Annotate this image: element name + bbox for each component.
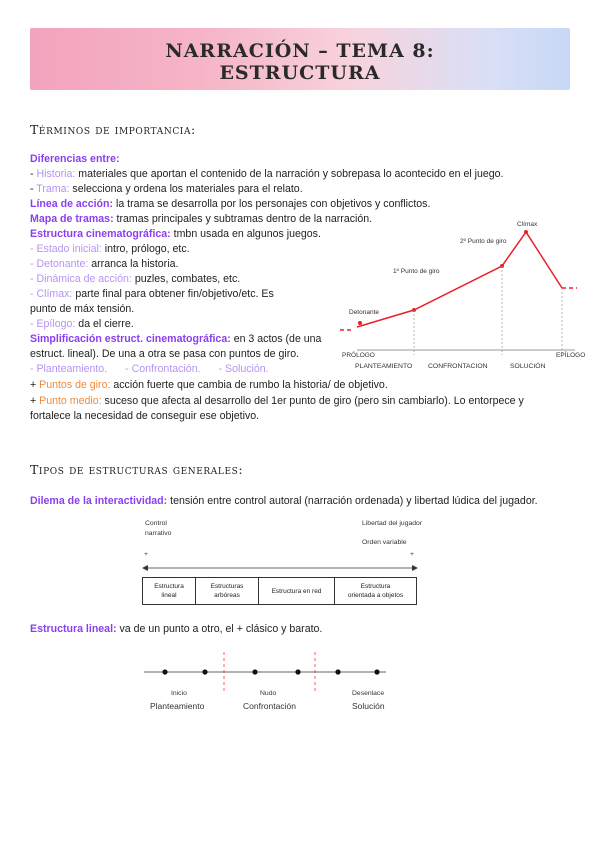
- dot: [252, 669, 257, 674]
- box-text: arbóreas: [214, 592, 240, 599]
- label-nudo: Nudo: [260, 690, 277, 697]
- line-diferencias: [30, 152, 120, 167]
- sub-label: - Estado inicial:: [30, 243, 102, 255]
- dash: -: [30, 183, 37, 195]
- label-confrontacion: Confrontación: [243, 701, 296, 711]
- text: arranca la historia.: [88, 258, 179, 270]
- sub-label: - Dinámica de acción:: [30, 273, 132, 285]
- label-libertad: Libertad del jugador: [362, 520, 423, 527]
- plot-line: [357, 232, 562, 327]
- text: va de un punto a otro, el + clásico y barato.: [116, 623, 323, 635]
- text: tramas principales y subtramas dentro de la narración.: [113, 213, 373, 225]
- orange-label: Puntos de giro:: [39, 379, 111, 391]
- box-text: Estructura: [360, 583, 391, 590]
- sub-label: - Detonante:: [30, 258, 89, 270]
- line-puntos-giro: [30, 378, 388, 393]
- act-solucion: - Solución.: [218, 363, 269, 375]
- structure-graph: [335, 215, 580, 375]
- dot: [295, 669, 300, 674]
- point-climax: [524, 230, 528, 234]
- text: acción fuerte que cambia de rumbo la historia/ de objetivo.: [110, 379, 388, 391]
- label-solucion: Solución: [352, 701, 385, 711]
- term-label: Simplificación estruct. cinematográfica:: [30, 333, 231, 345]
- line-climax-2: punto de máx tensión.: [30, 303, 135, 315]
- label-epilogo: EPÍLOGO: [556, 352, 586, 359]
- plus: +: [30, 379, 40, 391]
- box-text: orientada a objetos: [347, 592, 404, 599]
- line-simplificacion-2: estruct. lineal). De una a otra se pasa con puntos de giro.: [30, 348, 300, 360]
- dot: [335, 669, 340, 674]
- text: selecciona y ordena los materiales para el relato.: [69, 183, 303, 195]
- dot: [202, 669, 207, 674]
- label-climax: Clímax: [517, 221, 538, 228]
- line-punto-medio: [30, 394, 524, 409]
- section-heading-types: Tipos de estructuras generales:: [30, 462, 244, 477]
- page-title: NARRACIÓN – TEMA 8:: [165, 40, 435, 62]
- label-pg2: 2º Punto de giro: [460, 238, 507, 245]
- line-climax: [30, 287, 274, 302]
- label-planteamiento: Planteamiento: [150, 701, 205, 711]
- box-text: Estructura: [154, 583, 184, 590]
- box-text: Estructura en red: [271, 587, 322, 595]
- dot: [374, 669, 379, 674]
- label-control: Control: [145, 520, 167, 527]
- label-inicio: Inicio: [171, 690, 187, 697]
- line-historia: [30, 167, 504, 182]
- label-narrativo: narrativo: [145, 530, 172, 537]
- line-estado: [30, 242, 190, 257]
- label-planteamiento: PLANTEAMIENTO: [355, 363, 413, 370]
- term-label: Mapa de tramas:: [30, 213, 114, 225]
- term-label: Dilema de la interactividad:: [30, 495, 168, 507]
- box-arboreas: [195, 577, 259, 605]
- orange-label: Punto medio:: [39, 395, 102, 407]
- label-prologo: PRÓLOGO: [342, 352, 375, 359]
- dash: -: [30, 168, 37, 180]
- box-objetos: [334, 577, 417, 605]
- line-punto-medio-2: fortalece la necesidad de conseguir ese objetivo.: [30, 410, 260, 422]
- label-orden: Orden variable: [362, 539, 407, 546]
- sub-label: - Epílogo:: [30, 318, 76, 330]
- text: la trama se desarrolla por los personajes con objetivos y conflictos.: [113, 198, 431, 210]
- plus-left: +: [144, 551, 148, 558]
- text: parte final para obtener fin/objetivo/etc. Es: [72, 288, 274, 300]
- page-subtitle: ESTRUCTURA: [219, 62, 381, 84]
- line-trama: [30, 182, 303, 197]
- text: suceso que afecta al desarrollo del 1er punto de giro (pero sin cambiarlo). Lo entorpece y: [101, 395, 524, 407]
- lineal-diagram: [140, 650, 390, 692]
- section-heading-terms: Términos de importancia:: [30, 122, 196, 137]
- sub-label: Historia:: [36, 168, 76, 180]
- box-lineal: [142, 577, 196, 605]
- label-desenlace: Desenlace: [352, 690, 385, 697]
- term-label: Línea de acción:: [30, 198, 114, 210]
- term-label: Estructura cinematográfica:: [30, 228, 171, 240]
- line-linea-accion: [30, 197, 430, 212]
- label-confrontacion: CONFRONTACION: [428, 363, 488, 370]
- line-estructura-lineal: [30, 622, 322, 637]
- sub-label: - Clímax:: [30, 288, 73, 300]
- line-epilogo: [30, 317, 134, 332]
- term-label: Diferencias entre:: [30, 153, 120, 165]
- line-dilema: [30, 494, 538, 509]
- line-mapa: [30, 212, 372, 227]
- text: tmbn usada en algunos juegos.: [170, 228, 321, 240]
- text: en 3 actos (de una: [230, 333, 322, 345]
- text: materiales que aportan el contenido de la narración y sobrepasa lo acontecido en el juego.: [75, 168, 504, 180]
- label-pg1: 1º Punto de giro: [393, 268, 440, 275]
- label-solucion: SOLUCIÓN: [510, 363, 546, 370]
- sub-label: Trama:: [36, 183, 70, 195]
- text: da el cierre.: [75, 318, 134, 330]
- text: tensión entre control autoral (narración ordenada) y libertad lúdica del jugador.: [167, 495, 538, 507]
- act-planteamiento: - Planteamiento.: [30, 363, 108, 375]
- title-banner: [30, 28, 570, 90]
- point-detonante: [358, 321, 362, 325]
- box-text: lineal: [161, 592, 177, 599]
- plus-right: +: [410, 551, 414, 558]
- line-estructura: [30, 227, 321, 242]
- box-text: Estructuras: [210, 583, 244, 590]
- text: puzles, combates, etc.: [131, 273, 241, 285]
- line-actos: [30, 362, 269, 377]
- act-confrontacion: - Confrontación.: [125, 363, 201, 375]
- text: intro, prólogo, etc.: [101, 243, 190, 255]
- dilema-arrow: [142, 563, 418, 573]
- dot: [162, 669, 167, 674]
- line-detonante: [30, 257, 178, 272]
- plus: +: [30, 395, 40, 407]
- line-dinamica: [30, 272, 240, 287]
- box-red: [258, 577, 335, 605]
- line-simplificacion: [30, 332, 321, 347]
- label-detonante: Detonante: [349, 309, 379, 316]
- term-label: Estructura lineal:: [30, 623, 117, 635]
